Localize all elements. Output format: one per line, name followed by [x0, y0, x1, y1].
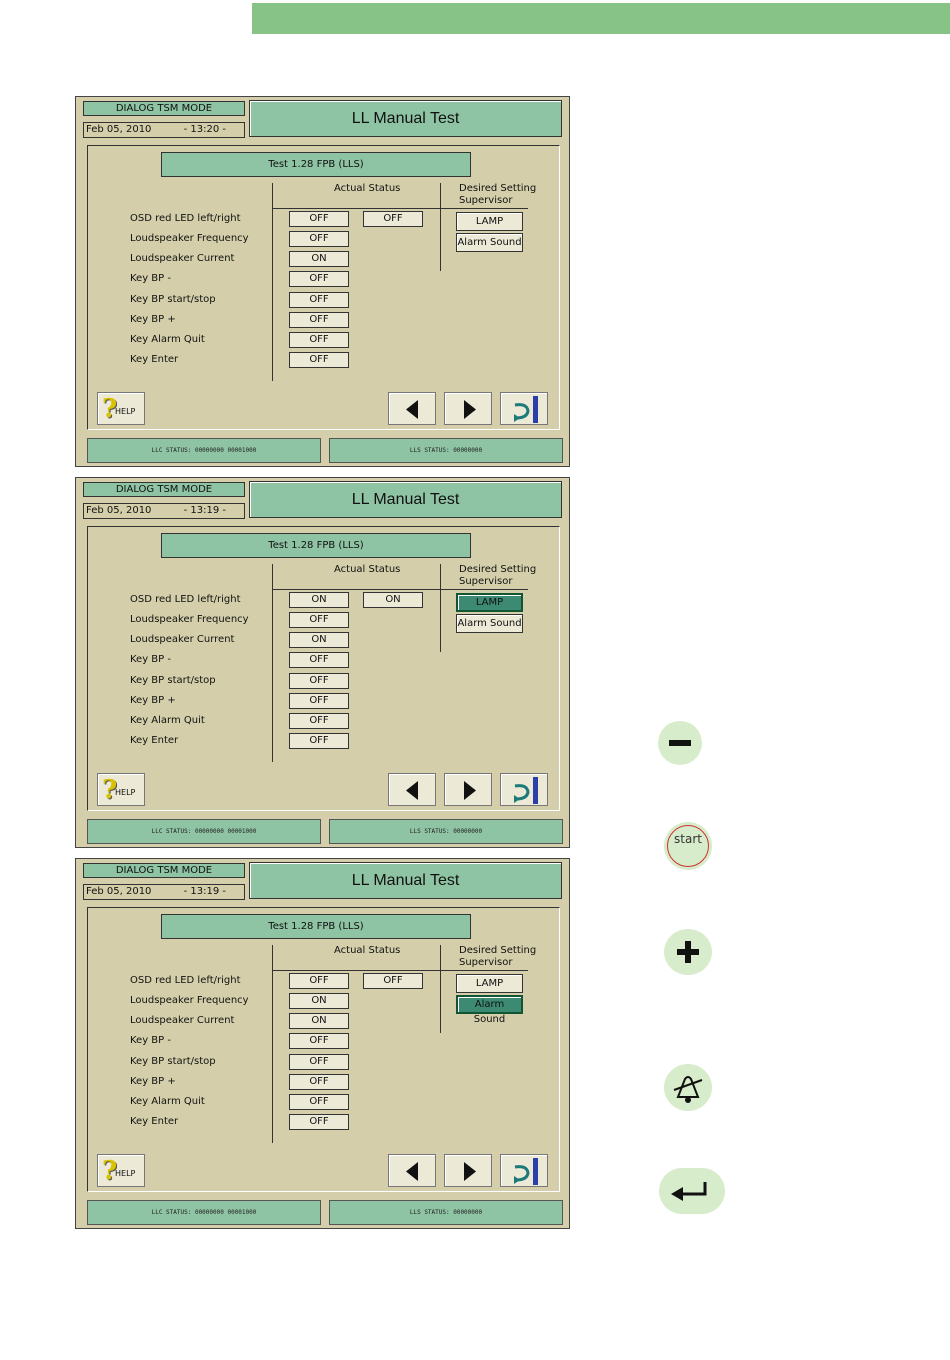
status-row-value: OFF: [289, 733, 349, 749]
page-title: LL Manual Test: [249, 862, 562, 899]
help-label: HELP: [115, 407, 136, 416]
top-accent-bar: [252, 3, 950, 34]
column-header-actual-status: Actual Status: [334, 945, 401, 956]
status-row-label: Key Alarm Quit: [130, 1096, 205, 1107]
page-title: LL Manual Test: [249, 100, 562, 137]
manual-test-screen: [75, 96, 570, 467]
llc-status-bar: LLC STATUS: 00000000 00001000: [87, 819, 321, 844]
status-row-value: OFF: [289, 211, 349, 227]
status-row-label: Key Enter: [130, 1116, 179, 1127]
status-row-value: ON: [289, 251, 349, 267]
status-row-value: ON: [289, 592, 349, 608]
desired-setting-label: Desired Setting: [459, 183, 537, 194]
column-divider: [440, 183, 441, 271]
arrow-right-icon: [445, 393, 493, 426]
alarm-sound-button[interactable]: Alarm Sound: [456, 233, 523, 252]
status-row-label: OSD red LED left/right: [130, 975, 241, 986]
status-row-value: OFF: [289, 231, 349, 247]
help-label: HELP: [115, 1169, 136, 1178]
date-text: Feb 05, 2010: [86, 886, 152, 897]
previous-button[interactable]: [388, 392, 436, 425]
header-divider: [272, 208, 528, 209]
page-title: LL Manual Test: [249, 481, 562, 518]
arrow-left-icon: [389, 1155, 437, 1188]
status-row-value: OFF: [289, 652, 349, 668]
lls-status-bar: LLS STATUS: 00000000: [329, 1200, 563, 1225]
key-bp-start-stop: [664, 822, 712, 870]
test-name-header: Test 1.28 FPB (LLS): [161, 533, 471, 558]
help-question-icon: ?: [102, 1156, 118, 1186]
status-row-value: OFF: [289, 1054, 349, 1070]
status-row-label: Loudspeaker Current: [130, 1015, 235, 1026]
start-label: start: [674, 832, 702, 846]
status-row-label: OSD red LED left/right: [130, 594, 241, 605]
status-row-label: Key BP -: [130, 273, 171, 284]
header-divider: [272, 970, 528, 971]
time-text: - 13:19 -: [183, 886, 226, 897]
exit-door-icon: [501, 393, 549, 426]
status-row-label: Loudspeaker Frequency: [130, 995, 249, 1006]
previous-button[interactable]: [388, 1154, 436, 1187]
column-header-desired-setting: [459, 945, 536, 969]
status-row-value: OFF: [289, 673, 349, 689]
date-time-display: [83, 884, 245, 900]
llc-status-bar: LLC STATUS: 00000000 00001000: [87, 438, 321, 463]
column-header-desired-setting: [459, 564, 536, 588]
llc-status-bar: LLC STATUS: 00000000 00001000: [87, 1200, 321, 1225]
next-button[interactable]: [444, 1154, 492, 1187]
desired-setting-label: Desired Setting: [459, 945, 537, 956]
column-divider: [440, 945, 441, 1033]
status-row-label: Key BP start/stop: [130, 294, 216, 305]
column-divider: [272, 564, 273, 762]
manual-test-screen: [75, 858, 570, 1229]
test-name-header: Test 1.28 FPB (LLS): [161, 914, 471, 939]
header-divider: [272, 589, 528, 590]
lamp-button[interactable]: LAMP: [456, 212, 523, 231]
lamp-button[interactable]: LAMP: [456, 974, 523, 993]
status-row-label: Key BP +: [130, 695, 176, 706]
arrow-right-icon: [445, 774, 493, 807]
status-row-label: Loudspeaker Current: [130, 253, 235, 264]
date-time-display: [83, 122, 245, 138]
exit-door-icon: [501, 1155, 549, 1188]
status-row-label: Key BP -: [130, 654, 171, 665]
mode-label: DIALOG TSM MODE: [83, 482, 245, 497]
help-question-icon: ?: [102, 775, 118, 805]
osd-led-right-status: OFF: [363, 973, 423, 989]
status-row-value: OFF: [289, 312, 349, 328]
status-row-value: OFF: [289, 292, 349, 308]
arrow-left-icon: [389, 393, 437, 426]
supervisor-label: Supervisor: [459, 957, 513, 968]
help-button[interactable]: [97, 392, 145, 425]
status-row-value: ON: [289, 1013, 349, 1029]
key-alarm-quit: [664, 1064, 712, 1111]
alarm-sound-button[interactable]: Alarm Sound: [456, 614, 523, 633]
status-row-label: Loudspeaker Frequency: [130, 614, 249, 625]
exit-button[interactable]: [500, 392, 548, 425]
key-bp-plus: [664, 929, 712, 975]
time-text: - 13:19 -: [183, 505, 226, 516]
arrow-left-icon: [389, 774, 437, 807]
date-text: Feb 05, 2010: [86, 505, 152, 516]
lls-status-bar: LLS STATUS: 00000000: [329, 438, 563, 463]
arrow-right-icon: [445, 1155, 493, 1188]
osd-led-right-status: OFF: [363, 211, 423, 227]
alarm-bell-crossed-icon: [664, 1064, 712, 1111]
exit-button[interactable]: [500, 773, 548, 806]
supervisor-label: Supervisor: [459, 195, 513, 206]
status-row-value: ON: [289, 632, 349, 648]
key-enter: [659, 1168, 725, 1214]
status-row-value: OFF: [289, 332, 349, 348]
key-bp-minus: [658, 721, 702, 765]
status-row-value: OFF: [289, 271, 349, 287]
plus-icon: [664, 929, 712, 975]
column-divider: [272, 183, 273, 381]
status-row-label: Key Alarm Quit: [130, 715, 205, 726]
desired-setting-label: Desired Setting: [459, 564, 537, 575]
exit-door-icon: [501, 774, 549, 807]
enter-return-icon: [659, 1168, 725, 1214]
status-row-value: OFF: [289, 1094, 349, 1110]
supervisor-label: Supervisor: [459, 576, 513, 587]
status-row-label: Key BP -: [130, 1035, 171, 1046]
mode-label: DIALOG TSM MODE: [83, 101, 245, 116]
time-text: - 13:20 -: [183, 124, 226, 135]
lamp-button[interactable]: LAMP: [456, 593, 523, 612]
column-header-actual-status: Actual Status: [334, 564, 401, 575]
status-row-label: Key BP start/stop: [130, 1056, 216, 1067]
column-divider: [440, 564, 441, 652]
mode-label: DIALOG TSM MODE: [83, 863, 245, 878]
status-row-value: OFF: [289, 1033, 349, 1049]
help-label: HELP: [115, 788, 136, 797]
status-row-label: Key Alarm Quit: [130, 334, 205, 345]
column-divider: [272, 945, 273, 1143]
help-button[interactable]: [97, 773, 145, 806]
date-text: Feb 05, 2010: [86, 124, 152, 135]
minus-icon: [658, 721, 702, 765]
help-question-icon: ?: [102, 394, 118, 424]
status-row-label: Key Enter: [130, 735, 179, 746]
column-header-desired-setting: [459, 183, 536, 207]
alarm-sound-button[interactable]: Alarm Sound: [456, 995, 523, 1014]
status-row-value: OFF: [289, 693, 349, 709]
status-row-value: OFF: [289, 973, 349, 989]
test-name-header: Test 1.28 FPB (LLS): [161, 152, 471, 177]
status-row-label: Key BP +: [130, 1076, 176, 1087]
status-row-value: OFF: [289, 352, 349, 368]
exit-button[interactable]: [500, 1154, 548, 1187]
status-row-label: Loudspeaker Current: [130, 634, 235, 645]
status-row-value: OFF: [289, 713, 349, 729]
previous-button[interactable]: [388, 773, 436, 806]
column-header-actual-status: Actual Status: [334, 183, 401, 194]
manual-test-screen: [75, 477, 570, 848]
osd-led-right-status: ON: [363, 592, 423, 608]
date-time-display: [83, 503, 245, 519]
status-row-label: Key Enter: [130, 354, 179, 365]
next-button[interactable]: [444, 392, 492, 425]
status-row-value: OFF: [289, 612, 349, 628]
status-row-label: OSD red LED left/right: [130, 213, 241, 224]
next-button[interactable]: [444, 773, 492, 806]
help-button[interactable]: [97, 1154, 145, 1187]
status-row-value: OFF: [289, 1114, 349, 1130]
status-row-label: Key BP +: [130, 314, 176, 325]
status-row-label: Loudspeaker Frequency: [130, 233, 249, 244]
status-row-value: OFF: [289, 1074, 349, 1090]
status-row-label: Key BP start/stop: [130, 675, 216, 686]
lls-status-bar: LLS STATUS: 00000000: [329, 819, 563, 844]
status-row-value: ON: [289, 993, 349, 1009]
